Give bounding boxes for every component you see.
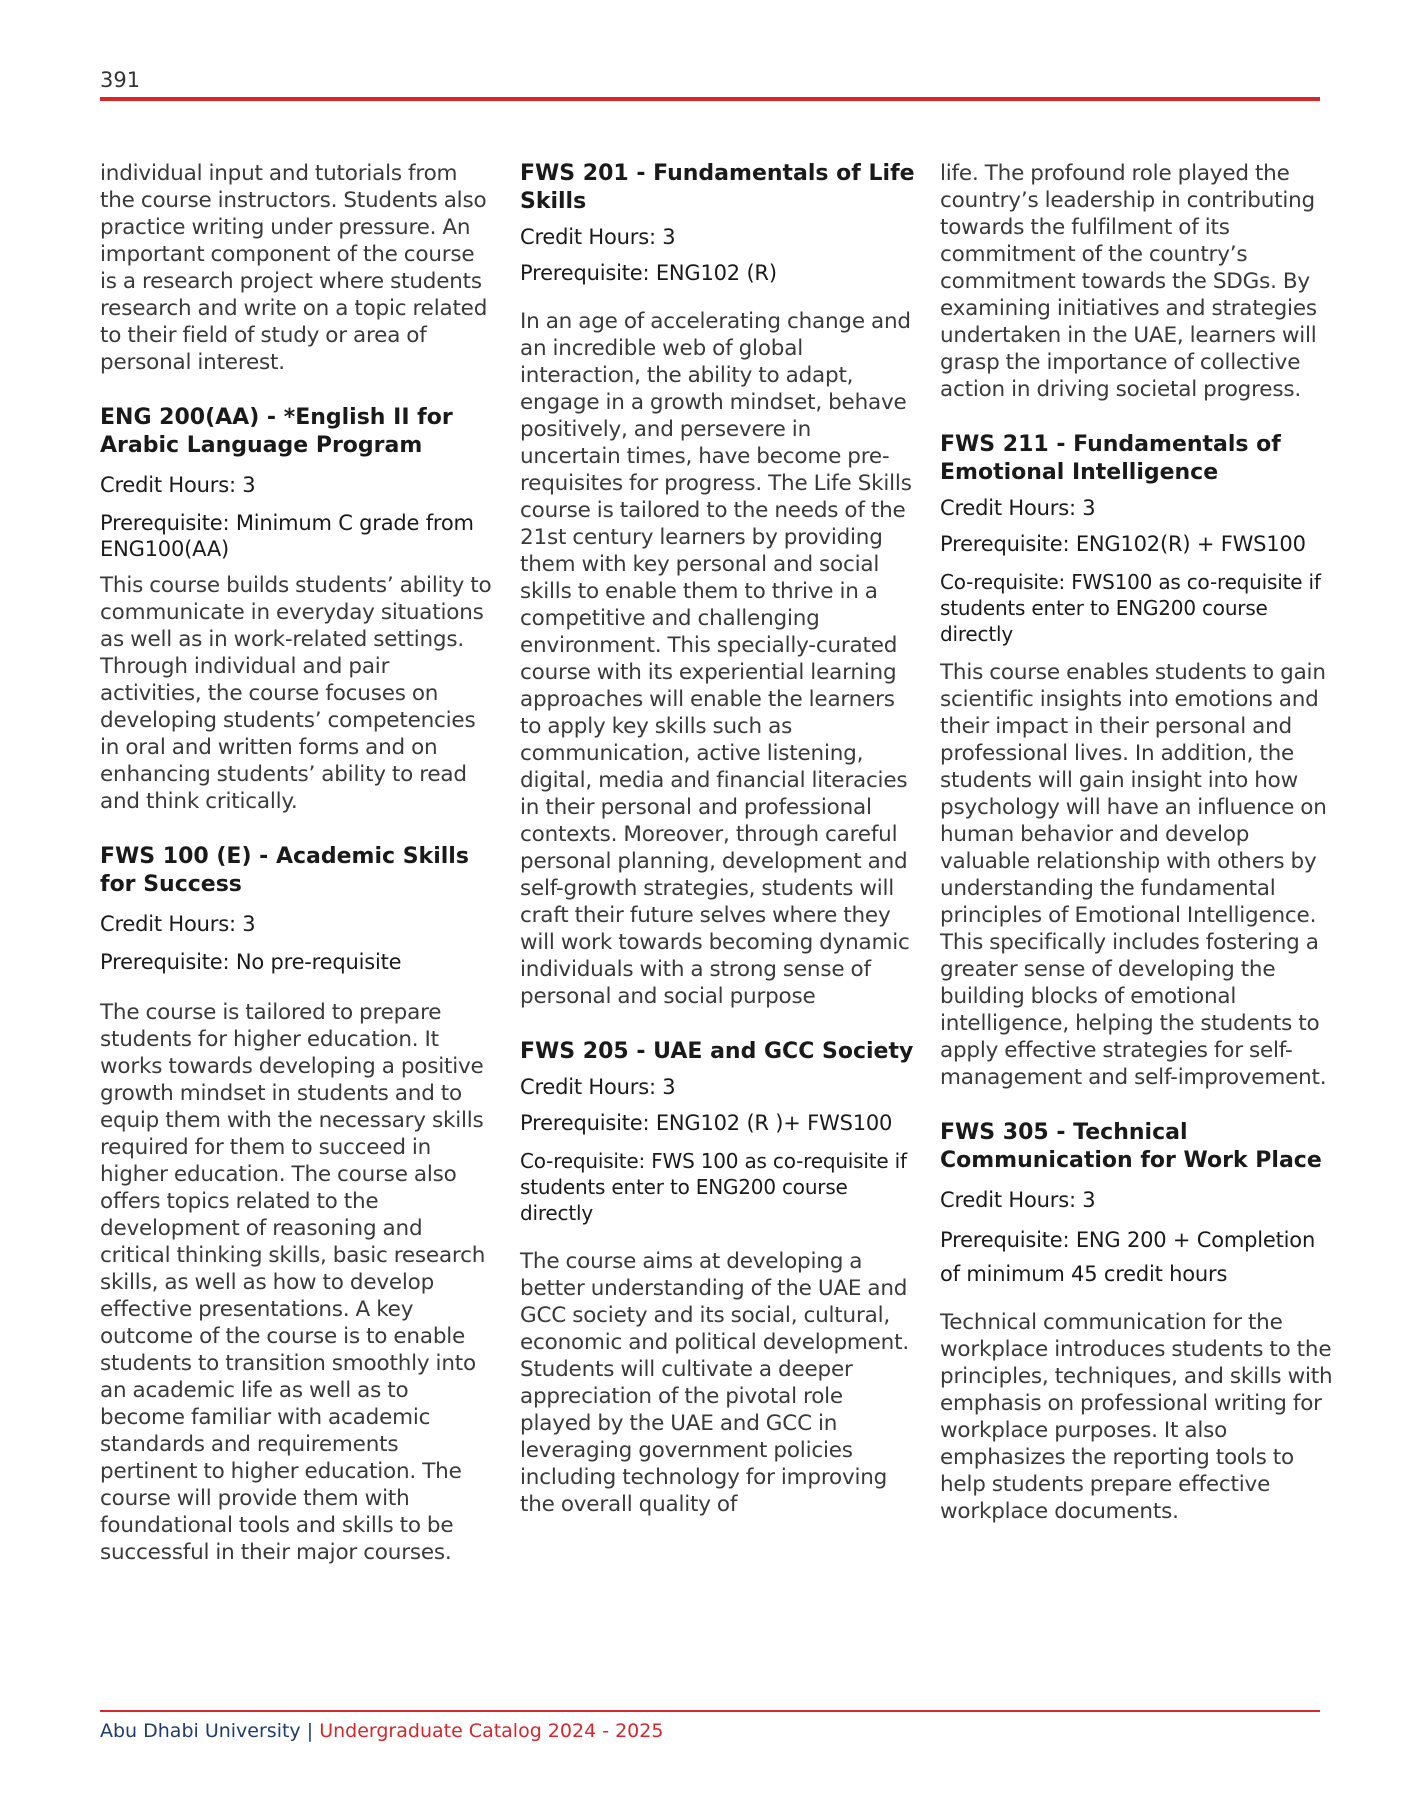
prerequisite: Prerequisite: Minimum C grade from ENG100(AA) bbox=[100, 511, 474, 561]
continued-description: life. The profound role played the country’s leadership in contributing towards the fulfilment of its commitment of the country’s commitment towards the SDGs. By examining initiatives and strategies undertaken in the UAE, learners will grasp the importance of collective action in driving societal progress. bbox=[940, 161, 1317, 402]
course-description: This course enables students to gain scientific insights into emotions and their impact in their personal and professional lives. In addition, the students will gain insight into how psychology will have an influence on human behavior and develop valuable relationship with others by understanding the fundamental principles of Emotional Intelligence. This specifically includes fostering a greater sense of developing the building blocks of emotional intelligence, helping the students to apply effective strategies for self-management and self-improvement. bbox=[940, 660, 1327, 1090]
course-title-fws305: FWS 305 - Technical Communication for Work Place bbox=[940, 1120, 1322, 1173]
column-3 bbox=[940, 160, 1335, 1525]
footer-catalog-title: Undergraduate Catalog 2024 - 2025 bbox=[319, 1720, 664, 1742]
course-description: Technical communication for the workplace introduces students to the principles, techniques, and skills with emphasis on professional writing for workplace purposes. It also emphasizes the reporting tools to help students prepare effective workplace documents. bbox=[940, 1310, 1333, 1524]
footer-separator: | bbox=[306, 1720, 314, 1742]
footer-university: Abu Dhabi University bbox=[100, 1720, 301, 1742]
credit-hours: Credit Hours: 3 bbox=[100, 912, 256, 936]
footer bbox=[100, 1720, 663, 1742]
header-divider bbox=[100, 97, 1320, 101]
corequisite: Co-requisite: FWS 100 as co-requisite if students enter to ENG200 course directly bbox=[520, 1149, 907, 1225]
course-title-fws100: FWS 100 (E) - Academic Skills for Success bbox=[100, 844, 469, 897]
prerequisite: Prerequisite: ENG102(R) + FWS100 bbox=[940, 532, 1306, 556]
course-title-eng200: ENG 200(AA) - *English II for Arabic Language Program bbox=[100, 405, 453, 458]
course-title-fws205: FWS 205 - UAE and GCC Society bbox=[520, 1039, 914, 1064]
credit-hours: Credit Hours: 3 bbox=[520, 225, 676, 249]
column-1 bbox=[100, 160, 495, 1566]
column-2 bbox=[520, 160, 915, 1518]
credit-hours: Credit Hours: 3 bbox=[940, 496, 1096, 520]
course-description: In an age of accelerating change and an incredible web of global interaction, the ability to adapt, engage in a growth mindset, behave positively, and persevere in uncertain times, have become pre-requisites for progress. The Life Skills course is tailored to the needs of the 21st century learners by providing them with key personal and social skills to enable them to thrive in a competitive and challenging environment. This specially-curated course with its experiential learning approaches will enable the learners to apply key skills such as communication, active listening, digital, media and financial literacies in their personal and professional contexts. Moreover, through careful personal planning, development and self-growth strategies, students will craft their future selves where they will work towards becoming dynamic individuals with a strong sense of personal and social purpose bbox=[520, 309, 912, 1009]
credit-hours: Credit Hours: 3 bbox=[940, 1188, 1096, 1212]
credit-hours: Credit Hours: 3 bbox=[520, 1075, 676, 1099]
prerequisite: Prerequisite: ENG102 (R) bbox=[520, 261, 777, 285]
continued-description: individual input and tutorials from the course instructors. Students also practice writing under pressure. An important component of the course is a research project where students research and write on a topic related to their field of study or area of personal interest. bbox=[100, 161, 488, 375]
course-description: This course builds students’ ability to communicate in everyday situations as well as in work-related settings. Through individual and pair activities, the course focuses on developing students’ competencies in oral and written forms and on enhancing students’ ability to read and think critically. bbox=[100, 573, 492, 814]
credit-hours: Credit Hours: 3 bbox=[100, 473, 256, 497]
prerequisite: Prerequisite: ENG102 (R )+ FWS100 bbox=[520, 1111, 893, 1135]
prerequisite: Prerequisite: No pre-requisite bbox=[100, 950, 402, 974]
course-title-fws211: FWS 211 - Fundamentals of Emotional Intelligence bbox=[940, 432, 1281, 485]
prerequisite: Prerequisite: ENG 200 + Completion of minimum 45 credit hours bbox=[940, 1228, 1316, 1286]
corequisite: Co-requisite: FWS100 as co-requisite if students enter to ENG200 course directly bbox=[940, 570, 1321, 646]
course-description: The course aims at developing a better understanding of the UAE and GCC society and its social, cultural, economic and political development. Students will cultivate a deeper appreciation of the pivotal role played by the UAE and GCC in leveraging government policies including technology for improving the overall quality of bbox=[520, 1249, 909, 1517]
footer-divider bbox=[100, 1710, 1320, 1712]
course-description: The course is tailored to prepare students for higher education. It works towards developing a positive growth mindset in students and to equip them with the necessary skills required for them to succeed in higher education. The course also offers topics related to the development of reasoning and critical thinking skills, basic research skills, as well as how to develop effective presentations. A key outcome of the course is to enable students to transition smoothly into an academic life as well as to become familiar with academic standards and requirements pertinent to higher education. The course will provide them with foundational tools and skills to be successful in their major courses. bbox=[100, 1000, 486, 1565]
course-title-fws201: FWS 201 - Fundamentals of Life Skills bbox=[520, 161, 915, 214]
page-number: 391 bbox=[100, 68, 141, 92]
